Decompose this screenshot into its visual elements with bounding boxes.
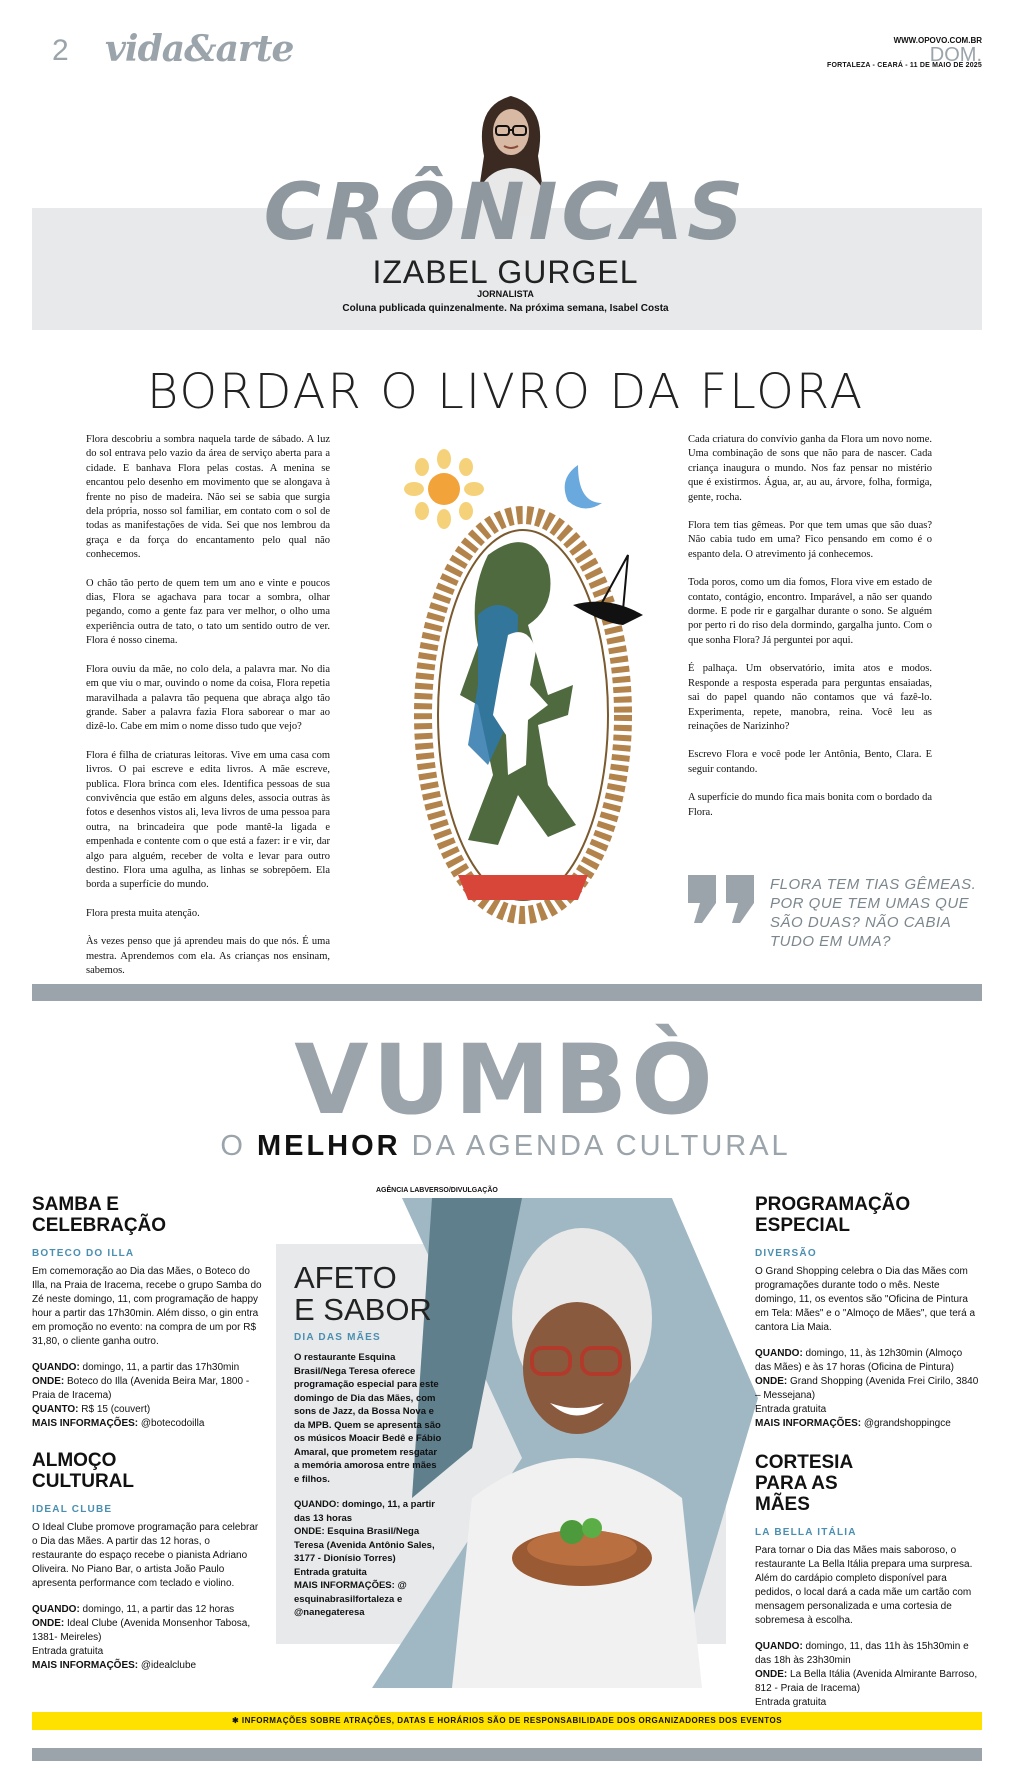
label: QUANDO: (32, 1604, 80, 1615)
event-title: CORTESIA PARA AS MÃES (755, 1452, 853, 1515)
event-title: PROGRAMAÇÃO ESPECIAL (755, 1194, 911, 1236)
paragraph: Cada criatura do convívio ganha da Flora um novo nome. Uma combinação de sons que não para de nascer. Cada criança inaugura o mundo. Nos faz pensar no mistério que é existirmos. Água, ar, au au, árvore, folha, formiga, gente, rocha. (688, 434, 932, 503)
value: La Bella Itália (Avenida Almirante Barroso, 812 - Praia de Iracema) (755, 1669, 978, 1694)
event-description: O restaurante Esquina Brasil/Nega Teresa oferece programação especial para este domingo de Dia das Mães, com sons de Jazz, da Bossa Nova e da MPB. Quem se apresenta são os músicos Moacir Bedê e Fábio Amaral, que prometem resgatar a memória amorosa entre mães e filhos. (294, 1352, 442, 1485)
value: R$ 15 (couvert) (78, 1404, 151, 1415)
value: Ideal Clube (Avenida Monsenhor Tabosa, 1381- Meireles) (32, 1618, 251, 1643)
dateline: FORTALEZA - CEARÁ - 11 DE MAIO DE 2025 (826, 62, 982, 69)
article-column-left (86, 433, 330, 992)
label: ONDE: (32, 1618, 65, 1629)
event-body (755, 1265, 980, 1431)
value: Boteco do Illa (Avenida Beira Mar, 1800 - Praia de Iracema) (32, 1376, 250, 1401)
article-headline: BORDAR O LIVRO DA FLORA (146, 364, 865, 420)
event-title: SAMBA E CELEBRAÇÃO (32, 1194, 167, 1236)
pull-quote-icon (688, 875, 756, 923)
event-samba (32, 1194, 262, 1431)
entry-note: Entrada gratuita (32, 1646, 104, 1657)
label: QUANDO: (755, 1348, 803, 1359)
event-venue: DIA DAS MÃES (294, 1332, 381, 1343)
event-almoco (32, 1450, 262, 1673)
social-handle[interactable]: @botecodoilla (138, 1418, 205, 1429)
event-cortesia (755, 1452, 980, 1710)
event-description: Em comemoração ao Dia das Mães, o Boteco do Illa, na Praia de Iracema, recebe o grupo Samba do Zé neste domingo, 11, com programação de happy hour a partir das 17h30min. Além disso, o gin entra em promoção no evento: na compra de um por R$ 31,80, o cliente ganha outro. (32, 1266, 262, 1347)
value: domingo, 11, a partir das 17h30min (79, 1362, 240, 1373)
label: QUANDO: (32, 1362, 80, 1373)
site-url[interactable]: WWW.OPOVO.COM.BR (893, 36, 982, 45)
moon-icon (565, 465, 602, 509)
event-body (32, 1521, 262, 1673)
label: QUANDO: (755, 1641, 803, 1652)
value: domingo, 11, a partir das 13 horas (294, 1499, 435, 1524)
event-venue: DIVERSÃO (755, 1248, 817, 1259)
edition-label: DOM. (929, 44, 982, 66)
paragraph: Flora presta muita atenção. (86, 907, 200, 919)
paragraph: Flora tem tias gêmeas. Por que tem umas que são duas? Não cabia tudo em uma? Fico pensando em como é o espanto dela. O atrevimento já conhecemos. (688, 520, 932, 560)
event-description: Para tornar o Dia das Mães mais saboroso, o restaurante La Bella Itália prepara uma surpresa. Além do cardápio completo disponível para pedidos, o local dará a cada mãe um cartão com mensagem personalizada e uma cortesia de sobremesa à escolha. (755, 1545, 973, 1626)
label: ONDE: (294, 1526, 325, 1537)
label: QUANTO: (32, 1404, 79, 1415)
event-venue: IDEAL CLUBE (32, 1504, 113, 1515)
column-note: Coluna publicada quinzenalmente. Na próxima semana, Isabel Costa (342, 303, 669, 314)
section-divider (32, 984, 982, 1001)
event-description: O Grand Shopping celebra o Dia das Mães com programações durante todo o mês. Neste domingo, 11, os eventos são "Oficina de Pintura em Tela: Mães" e o "Almoço de Mães", que terá a cantora Lia Maia. (755, 1266, 976, 1333)
entry-note: Entrada gratuita (755, 1697, 827, 1708)
paragraph: É palhaça. Um observatório, imita atos e modos. Responde a resposta esperada para perguntas ensaiadas, sai do papel quando não contamos que vá fazê-lo. Experimenta, repete, manobra, reina. Você leu as reinações de Narizinho? (688, 663, 932, 732)
event-body (294, 1351, 444, 1620)
label: MAIS INFORMAÇÕES: (755, 1418, 862, 1429)
author-role: JORNALISTA (477, 289, 534, 299)
agenda-title: VUMBÒ (294, 1024, 717, 1136)
title-line: E SABOR (294, 1292, 432, 1327)
paragraph: A superfície do mundo fica mais bonita com o bordado da Flora. (688, 792, 932, 818)
embroidery-illustration (398, 445, 660, 945)
event-venue: LA BELLA ITÁLIA (755, 1527, 857, 1538)
tagline-emphasis: MELHOR (256, 1130, 401, 1162)
event-body (32, 1265, 262, 1431)
tagline-text: DA AGENDA CULTURAL (400, 1130, 791, 1162)
sun-icon (404, 449, 484, 529)
agenda-tagline (0, 1130, 1011, 1163)
label: ONDE: (32, 1376, 65, 1387)
paragraph: Flora descobriu a sombra naquela tarde de sábado. A luz do sol entrava pelo vazio da área de serviço aberta para a cidade. E banhava Flora pelas costas. A menina se encantou pelo desenho em movimento que se alongava à frente no piso de madeira. Não sei se sabia que surgia dela própria, nosso sol familiar, em contato com o sol de todas as manifestações de vida. Sei que nos lembrou da graça e da força do encantamento pelo qual não conhecemos. (86, 434, 330, 561)
entry-note: Entrada gratuita (755, 1404, 827, 1415)
paragraph: Flora ouviu da mãe, no colo dela, a palavra mar. No dia em que viu o mar, ouvindo o nome da coisa, Flora repetia maravilhada a palavra tão pequena que abraça algo tão grande. Saber a palavra fazia Flora saborear o mar ao dizê-lo. Cabe em mim o nome disso tudo que vejo? (86, 663, 330, 733)
value: Grand Shopping (Avenida Frei Cirilo, 3840 – Messejana) (755, 1376, 979, 1401)
social-handle[interactable]: @idealclube (138, 1660, 197, 1671)
bottom-divider (32, 1748, 982, 1761)
label: MAIS INFORMAÇÕES: (294, 1580, 395, 1591)
label: ONDE: (755, 1669, 788, 1680)
title-line: AFETO (294, 1260, 397, 1295)
tagline-text: O (220, 1130, 257, 1162)
label: MAIS INFORMAÇÕES: (32, 1418, 139, 1429)
pull-quote: FLORA TEM TIAS GÊMEAS. POR QUE TEM UMAS QUE SÃO DUAS? NÃO CABIA TUDO EM UMA? (770, 876, 977, 950)
event-venue: BOTECO DO ILLA (32, 1248, 135, 1259)
event-description: O Ideal Clube promove programação para celebrar o Dia das Mães. A partir das 12 horas, o restaurante do espaço recebe o pianista Adriano Oliveira. No Piano Bar, o artista João Paulo apresenta performance com teclado e violino. (32, 1522, 259, 1589)
paragraph: Toda poros, como um dia fomos, Flora vive em estado de contato, contágio, encontro. Imparável, a não ser quando dorme. E pode rir e gargalhar durante o sono. Se alguém por perto ri do riso dela dormindo, gargalha junto. Com o que sonha Flora? Já perguntei por aqui. (688, 577, 932, 646)
entry-note: Entrada gratuita (294, 1566, 367, 1578)
label: ONDE: (755, 1376, 788, 1387)
paragraph: Flora é filha de criaturas leitoras. Vive em uma casa com livros. O pai escreve e edita livros. A mãe escreve, publica. Flora brinca com eles. Identifica pessoas de sua convivência que estão em alguns deles, associa outras às fotos e desenhos vistos ali, leva livros de uma pessoa para outra, na brincadeira que pode mantê-la ligada e empenhada e contente com o que está a fazer: ir e vir, dar algo para alguém, receber de volta e levar para outro destino. Flora uma agulha, as linhas se sobrepõem. Ela borda a superfície do mundo. (86, 749, 330, 891)
event-title (294, 1262, 444, 1326)
event-afeto (294, 1262, 444, 1620)
paragraph: Às vezes penso que já aprendeu mais do que nós. É uma mestra. Aprendemos com ela. As crianças nos ensinam, sabemos. (86, 936, 330, 976)
value: domingo, 11, às 12h30min (Almoço das Mães) e às 17 horas (Oficina de Pintura) (755, 1348, 963, 1373)
label: MAIS INFORMAÇÕES: (32, 1660, 139, 1671)
event-title: ALMOÇO CULTURAL (32, 1450, 135, 1492)
event-programacao (755, 1194, 980, 1431)
event-body (755, 1544, 980, 1710)
disclaimer-bar: ✱ INFORMAÇÕES SOBRE ATRAÇÕES, DATAS E HORÁRIOS SÃO DE RESPONSABILIDADE DOS ORGANIZADORES DOS EVENTOS (32, 1712, 982, 1730)
social-handle[interactable]: @ esquinabrasilfortaleza e @nanegateresa (294, 1580, 407, 1618)
paragraph: O chão tão perto de quem tem um ano e vinte e poucos dias, Flora se agachava para tocar a sombra, olhar pegando, como a gente faz para ver melhor, o olho uma experiência outra de tato, o tato um sentido outro de ver. Flora é nosso cinema. (86, 577, 330, 647)
section-logo: vida&arte (105, 28, 294, 70)
label: QUANDO: (294, 1499, 340, 1510)
photo-credit: AGÊNCIA LABVERSO/DIVULGAÇÃO (376, 1187, 498, 1194)
paragraph: Escrevo Flora e você pode ler Antônia, Bento, Clara. E seguir contando. (688, 749, 932, 775)
value: domingo, 11, a partir das 12 horas (79, 1604, 235, 1615)
page-number: 2 (52, 34, 69, 67)
value: Esquina Brasil/Nega Teresa (Avenida Antônio Sales, 3177 - Dionísio Torres) (294, 1526, 435, 1564)
column-title: CRÔNICAS (263, 168, 748, 258)
social-handle[interactable]: @grandshoppingce (861, 1418, 951, 1429)
value: domingo, 11, das 11h às 15h30min e das 18h às 23h30min (755, 1641, 969, 1666)
article-column-right (688, 433, 932, 834)
author-name: IZABEL GURGEL (372, 254, 639, 290)
